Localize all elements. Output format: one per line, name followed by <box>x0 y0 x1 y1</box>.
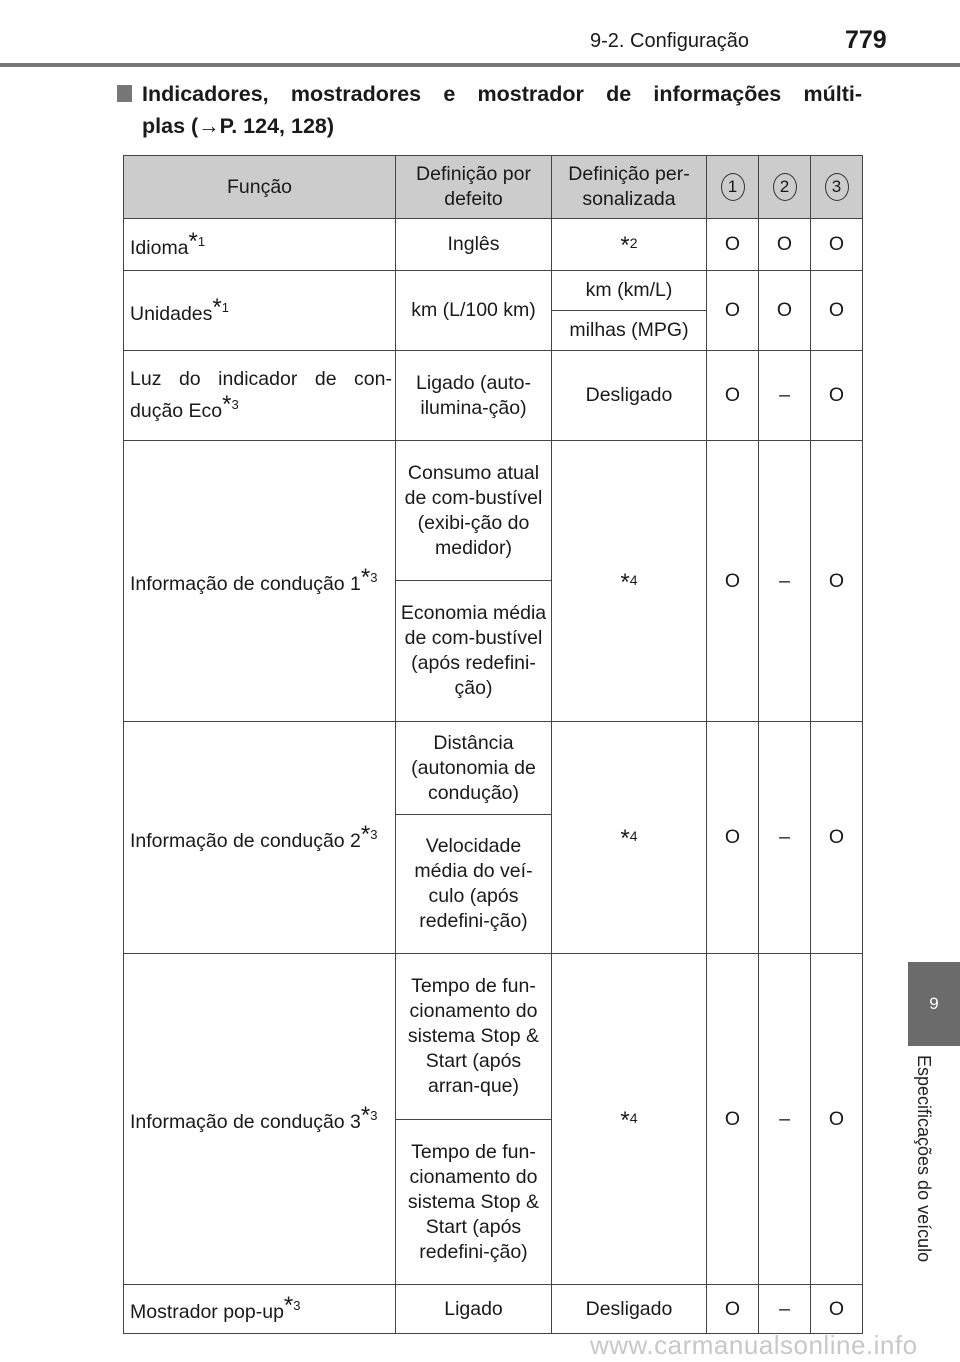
watermark: www.carmanualsonline.info <box>590 1330 918 1360</box>
custom-cell: Desligado <box>552 351 707 441</box>
settings-table <box>123 155 863 1334</box>
c1-cell: O <box>707 1285 759 1334</box>
header-default: Definição por defeito <box>396 156 552 219</box>
default-cell: Velocidade média do veí-culo (após redefini-ção) <box>396 815 552 954</box>
footnote-ref: 3 <box>231 397 239 412</box>
default-cell: km (L/100 km) <box>396 271 552 351</box>
footnote-ref: 4 <box>629 1109 638 1126</box>
table-row <box>124 219 863 271</box>
footnote-ref: 1 <box>221 299 229 315</box>
c3-cell: O <box>811 351 863 441</box>
c2-cell: O <box>759 219 811 271</box>
title-line-2: plas (→P. 124, 128) <box>142 114 335 138</box>
footnote-ref: 3 <box>293 1298 301 1313</box>
section-header: 9-2. Configuração <box>590 30 749 52</box>
c3-cell: O <box>811 219 863 271</box>
default-cell: Consumo atual de com-bustível (exibi-ção do medidor) <box>396 441 552 581</box>
table-row <box>124 351 863 441</box>
c1-cell: O <box>707 722 759 954</box>
footnote-ref: 3 <box>370 570 378 585</box>
circled-2-icon: 2 <box>773 173 797 201</box>
c2-cell: – <box>759 954 811 1285</box>
c3-cell: O <box>811 441 863 722</box>
header-c2 <box>759 156 811 219</box>
c2-cell: – <box>759 1285 811 1334</box>
footnote-ref: 3 <box>370 1108 378 1123</box>
c2-cell: – <box>759 351 811 441</box>
c2-cell: – <box>759 722 811 954</box>
custom-cell: Desligado <box>552 1285 707 1334</box>
title-word: informações <box>653 82 782 106</box>
function-cell: Informação de condução 3$^{*3}$ <box>124 954 396 1285</box>
c1-cell: O <box>707 441 759 722</box>
footnote-ref: 1 <box>197 233 206 249</box>
chapter-label: Especificações do veículo <box>914 1055 934 1263</box>
table-row <box>124 271 863 311</box>
c2-cell: – <box>759 441 811 722</box>
title-word: de <box>606 82 632 106</box>
default-cell: Ligado (auto-ilumina-ção) <box>396 351 552 441</box>
c1-cell: O <box>707 219 759 271</box>
title-word: e <box>443 82 456 106</box>
default-cell: Tempo de fun-cionamento do sistema Stop & Start (após arran-que) <box>396 954 552 1120</box>
function-label: Idioma <box>130 236 189 259</box>
default-cell: Ligado <box>396 1285 552 1334</box>
table-row <box>124 722 863 815</box>
custom-cell: *2 <box>552 219 707 271</box>
c3-cell: O <box>811 722 863 954</box>
default-cell: Economia média de com-bustível (após redefini-ção) <box>396 581 552 722</box>
circled-3-icon: 3 <box>825 173 849 201</box>
function-label: Mostrador pop-up <box>130 1301 284 1323</box>
header-c3 <box>811 156 863 219</box>
function-cell: Informação de condução 1$^{*3}$ <box>124 441 396 722</box>
header-function: Função <box>124 156 396 219</box>
title-word: mostrador <box>477 82 584 106</box>
section-title <box>117 78 862 142</box>
footnote-ref: 4 <box>629 828 638 844</box>
custom-cell: milhas (MPG) <box>552 311 707 351</box>
function-label: Informação de condução 2 <box>130 829 361 852</box>
default-cell: Distância (autonomia de condução) <box>396 722 552 815</box>
custom-cell: km (km/L) <box>552 271 707 311</box>
title-word: múlti- <box>803 82 862 106</box>
function-cell: Unidades$^{*1}$ <box>124 271 396 351</box>
header-custom: Definição per-sonalizada <box>552 156 707 219</box>
custom-cell: *4 <box>552 722 707 954</box>
circled-1-icon: 1 <box>721 173 745 201</box>
function-label: Luz do indicador de con-dução Eco <box>130 368 392 422</box>
c3-cell: O <box>811 1285 863 1334</box>
default-cell: Inglês <box>396 219 552 271</box>
footnote-ref: 3 <box>370 826 378 842</box>
function-cell: Mostrador pop-$up^{*3}$ <box>124 1285 396 1334</box>
custom-cell: *4 <box>552 954 707 1285</box>
c3-cell: O <box>811 954 863 1285</box>
title-word: Indicadores, <box>142 82 269 106</box>
footnote-ref: 2 <box>629 235 638 251</box>
function-label: Unidades <box>130 302 213 325</box>
function-label: Informação de condução 3 <box>130 1111 361 1133</box>
bullet-square-icon <box>117 85 132 102</box>
table-row <box>124 441 863 581</box>
c1-cell: O <box>707 954 759 1285</box>
title-word: mostradores <box>290 82 422 106</box>
chapter-tab[interactable]: 9 <box>908 962 960 1046</box>
c1-cell: O <box>707 351 759 441</box>
function-label: Informação de condução 1 <box>130 573 361 595</box>
page-number: 779 <box>845 26 887 54</box>
function-cell: Luz do indicador de con-dução Eco$^{*3}$ <box>124 351 396 441</box>
function-cell: Informação de condução 2$^{*3}$ <box>124 722 396 954</box>
header-c1 <box>707 156 759 219</box>
c2-cell: O <box>759 271 811 351</box>
default-cell: Tempo de fun-cionamento do sistema Stop & Start (após redefini-ção) <box>396 1120 552 1285</box>
table-row <box>124 954 863 1120</box>
table-header-row <box>124 156 863 219</box>
header-divider <box>0 63 960 67</box>
c1-cell: O <box>707 271 759 351</box>
c3-cell: O <box>811 271 863 351</box>
footnote-ref: 4 <box>629 571 638 588</box>
custom-cell: *4 <box>552 441 707 722</box>
table-row <box>124 1285 863 1334</box>
function-cell: Idioma$^{*1}$ <box>124 219 396 271</box>
